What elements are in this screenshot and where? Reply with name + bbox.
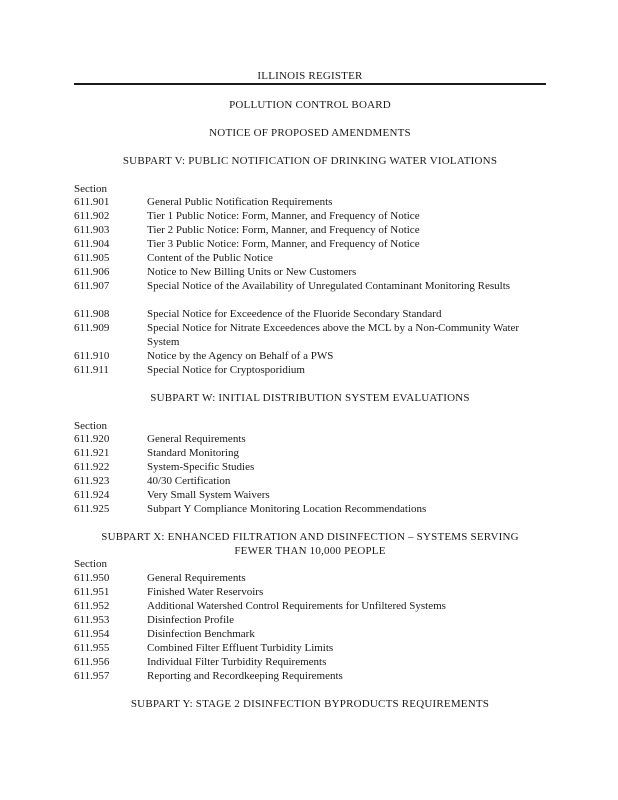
section-number: 611.902 [74,210,110,222]
section-title: Special Notice for Nitrate Exceedences above the MCL by a Non-Community Water System [147,322,520,348]
section-title: System-Specific Studies [147,461,255,473]
section-title: Notice by the Agency on Behalf of a PWS [147,350,334,362]
section-title: Combined Filter Effluent Turbidity Limits [147,642,334,654]
section-number: 611.950 [74,572,110,584]
section-number: 611.911 [74,364,109,376]
subpart-x-heading-line2: FEWER THAN 10,000 PEOPLE [234,544,386,557]
section-label-v: Section [74,183,107,195]
section-number: 611.901 [74,196,110,208]
section-number: 611.907 [74,280,110,292]
section-title: General Public Notification Requirements [147,196,333,208]
section-title: Disinfection Benchmark [147,628,255,640]
section-number: 611.923 [74,475,110,487]
subpart-x-heading [74,531,546,558]
section-number: 611.952 [74,600,110,612]
section-number: 611.924 [74,489,110,501]
subpart-y-heading: SUBPART Y: STAGE 2 DISINFECTION BYPRODUCTS REQUIREMENTS [130,698,490,710]
register-title: ILLINOIS REGISTER [257,70,363,82]
section-number: 611.920 [74,433,110,445]
section-number: 611.909 [74,322,110,334]
section-title: Finished Water Reservoirs [147,586,264,598]
agency-name: POLLUTION CONTROL BOARD [229,99,391,111]
section-number: 611.925 [74,503,110,515]
subpart-w-heading: SUBPART W: INITIAL DISTRIBUTION SYSTEM EVALUATIONS [150,392,470,404]
section-title: Special Notice of the Availability of Unregulated Contaminant Monitoring Results [147,280,511,292]
section-title: Tier 2 Public Notice: Form, Manner, and Frequency of Notice [147,224,420,236]
section-title: Reporting and Recordkeeping Requirements [147,670,343,682]
section-title: Individual Filter Turbidity Requirements [147,656,327,668]
section-number: 611.906 [74,266,110,278]
section-title: Content of the Public Notice [147,252,273,264]
section-title: Special Notice for Cryptosporidium [147,364,305,376]
section-number: 611.904 [74,238,110,250]
section-title: Notice to New Billing Units or New Customers [147,266,357,278]
section-number: 611.921 [74,447,110,459]
subpart-x-heading-line1: SUBPART X: ENHANCED FILTRATION AND DISINFECTION – SYSTEMS SERVING [101,531,519,543]
section-title: Special Notice for Exceedence of the Fluoride Secondary Standard [147,308,442,320]
section-title: Standard Monitoring [147,447,239,459]
section-number: 611.905 [74,252,110,264]
section-title: Subpart Y Compliance Monitoring Location Recommendations [147,503,427,515]
subpart-v-heading: SUBPART V: PUBLIC NOTIFICATION OF DRINKING WATER VIOLATIONS [122,155,498,167]
notice-title: NOTICE OF PROPOSED AMENDMENTS [209,127,411,139]
section-label-x: Section [74,558,107,570]
section-number: 611.910 [74,350,110,362]
section-number: 611.954 [74,628,110,640]
section-title: 40/30 Certification [147,475,231,487]
section-number: 611.922 [74,461,110,473]
section-title: Very Small System Waivers [147,489,270,501]
section-number: 611.903 [74,224,110,236]
section-title: Additional Watershed Control Requirements for Unfiltered Systems [147,600,446,612]
section-number: 611.957 [74,670,110,682]
section-number: 611.953 [74,614,110,626]
section-title: Disinfection Profile [147,614,235,626]
section-number: 611.955 [74,642,110,654]
section-label-w: Section [74,420,107,432]
section-number: 611.956 [74,656,110,668]
section-number: 611.951 [74,586,110,598]
header-rule [74,83,546,85]
section-title: General Requirements [147,572,246,584]
section-title: Tier 1 Public Notice: Form, Manner, and Frequency of Notice [147,210,420,222]
section-title: General Requirements [147,433,246,445]
section-number: 611.908 [74,308,110,320]
section-title: Tier 3 Public Notice: Form, Manner, and Frequency of Notice [147,238,420,250]
